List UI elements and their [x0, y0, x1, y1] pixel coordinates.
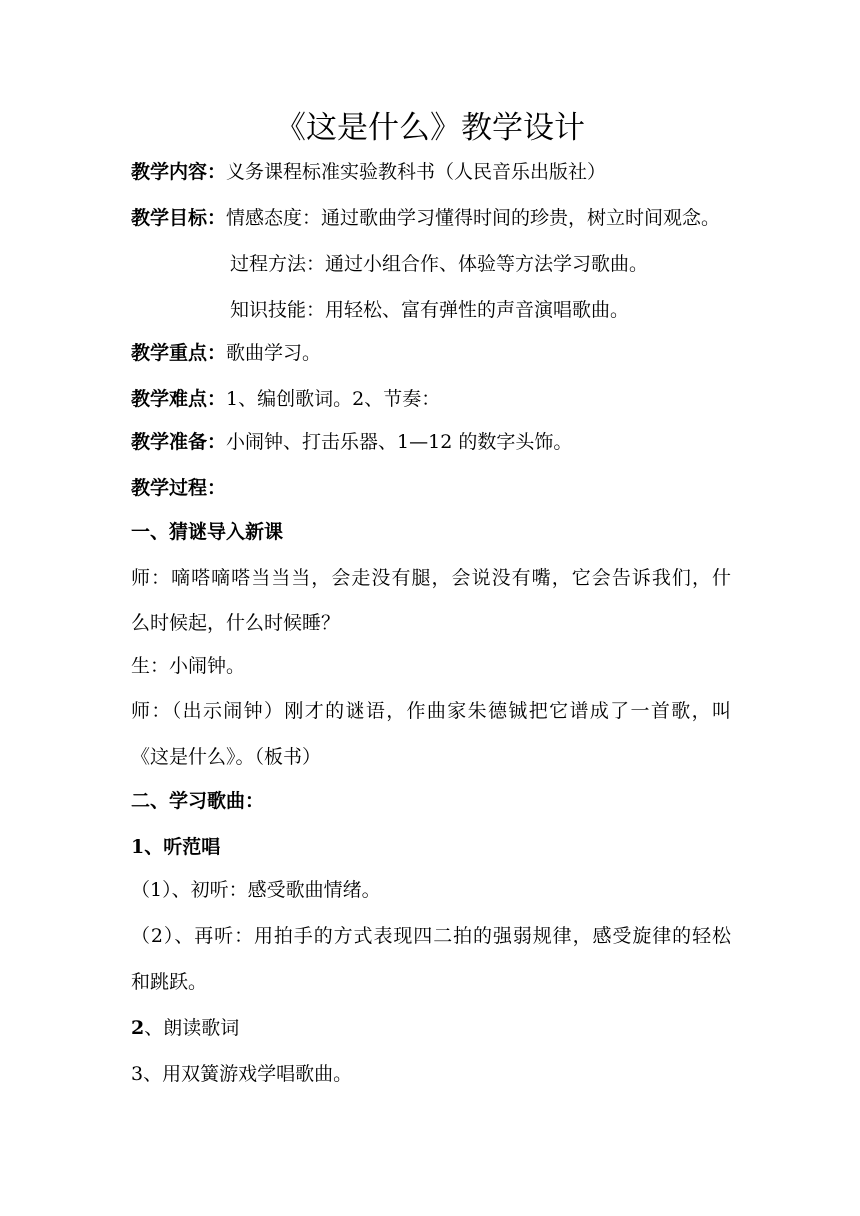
key-point-text: 歌曲学习。: [226, 342, 322, 364]
content-label: 教学内容：: [131, 161, 227, 183]
step2-line: [131, 1013, 239, 1043]
step3-line: 3、用双簧游戏学唱歌曲。: [131, 1063, 353, 1085]
step2-text: 、朗读歌词: [144, 1017, 240, 1039]
difficulty-line: [131, 384, 440, 414]
step1-second-listen-line-2: 和跳跃。: [131, 971, 208, 993]
student-answer: 生：小闹钟。: [131, 655, 246, 677]
teacher-riddle-line-2: 么时候起，什么时候睡？: [131, 612, 341, 634]
step1-first-listen: （1）、初听：感受歌曲情绪。: [131, 879, 381, 901]
teacher-riddle-line-1: 师：嘀嗒嘀嗒当当当，会走没有腿，会说没有嘴，它会告诉我们，什: [131, 567, 731, 589]
content-text: 义务课程标准实验教科书（人民音乐出版社）: [226, 161, 607, 183]
document-title: 《这是什么》教学设计: [275, 110, 585, 146]
preparation-line: [131, 427, 572, 457]
goals-label: 教学目标：: [131, 207, 227, 229]
key-point-label: 教学重点：: [131, 342, 227, 364]
goals-line-3: 知识技能：用轻松、富有弹性的声音演唱歌曲。: [230, 299, 630, 321]
process-label: 教学过程：: [131, 477, 227, 499]
preparation-label: 教学准备：: [131, 431, 227, 453]
teacher-intro-line-2: 《这是什么》。（板书）: [131, 746, 322, 768]
section1-heading: 一、猜谜导入新课: [131, 521, 284, 543]
teacher-intro-line-1: 师：（出示闹钟）刚才的谜语，作曲家朱德铖把它谱成了一首歌，叫: [131, 700, 731, 722]
preparation-text: 小闹钟、打击乐器、1—12 的数字头饰。: [226, 431, 573, 453]
step2-number: 2: [131, 1017, 145, 1039]
step1-second-listen-line-1: （2）、再听：用拍手的方式表现四二拍的强弱规律，感受旋律的轻松: [131, 925, 731, 947]
key-point-line: [131, 338, 321, 368]
difficulty-text: 1、编创歌词。2、节奏：: [226, 388, 441, 410]
section2-heading: 二、学习歌曲：: [131, 790, 265, 812]
goals-line-2: 过程方法：通过小组合作、体验等方法学习歌曲。: [230, 253, 649, 275]
difficulty-label: 教学难点：: [131, 388, 227, 410]
content-line: [131, 157, 606, 187]
step1-heading: 1、听范唱: [131, 836, 221, 858]
goals-emotion: 情感态度：通过歌曲学习懂得时间的珍贵，树立时间观念。: [226, 207, 721, 229]
goals-line-1: [131, 203, 720, 233]
